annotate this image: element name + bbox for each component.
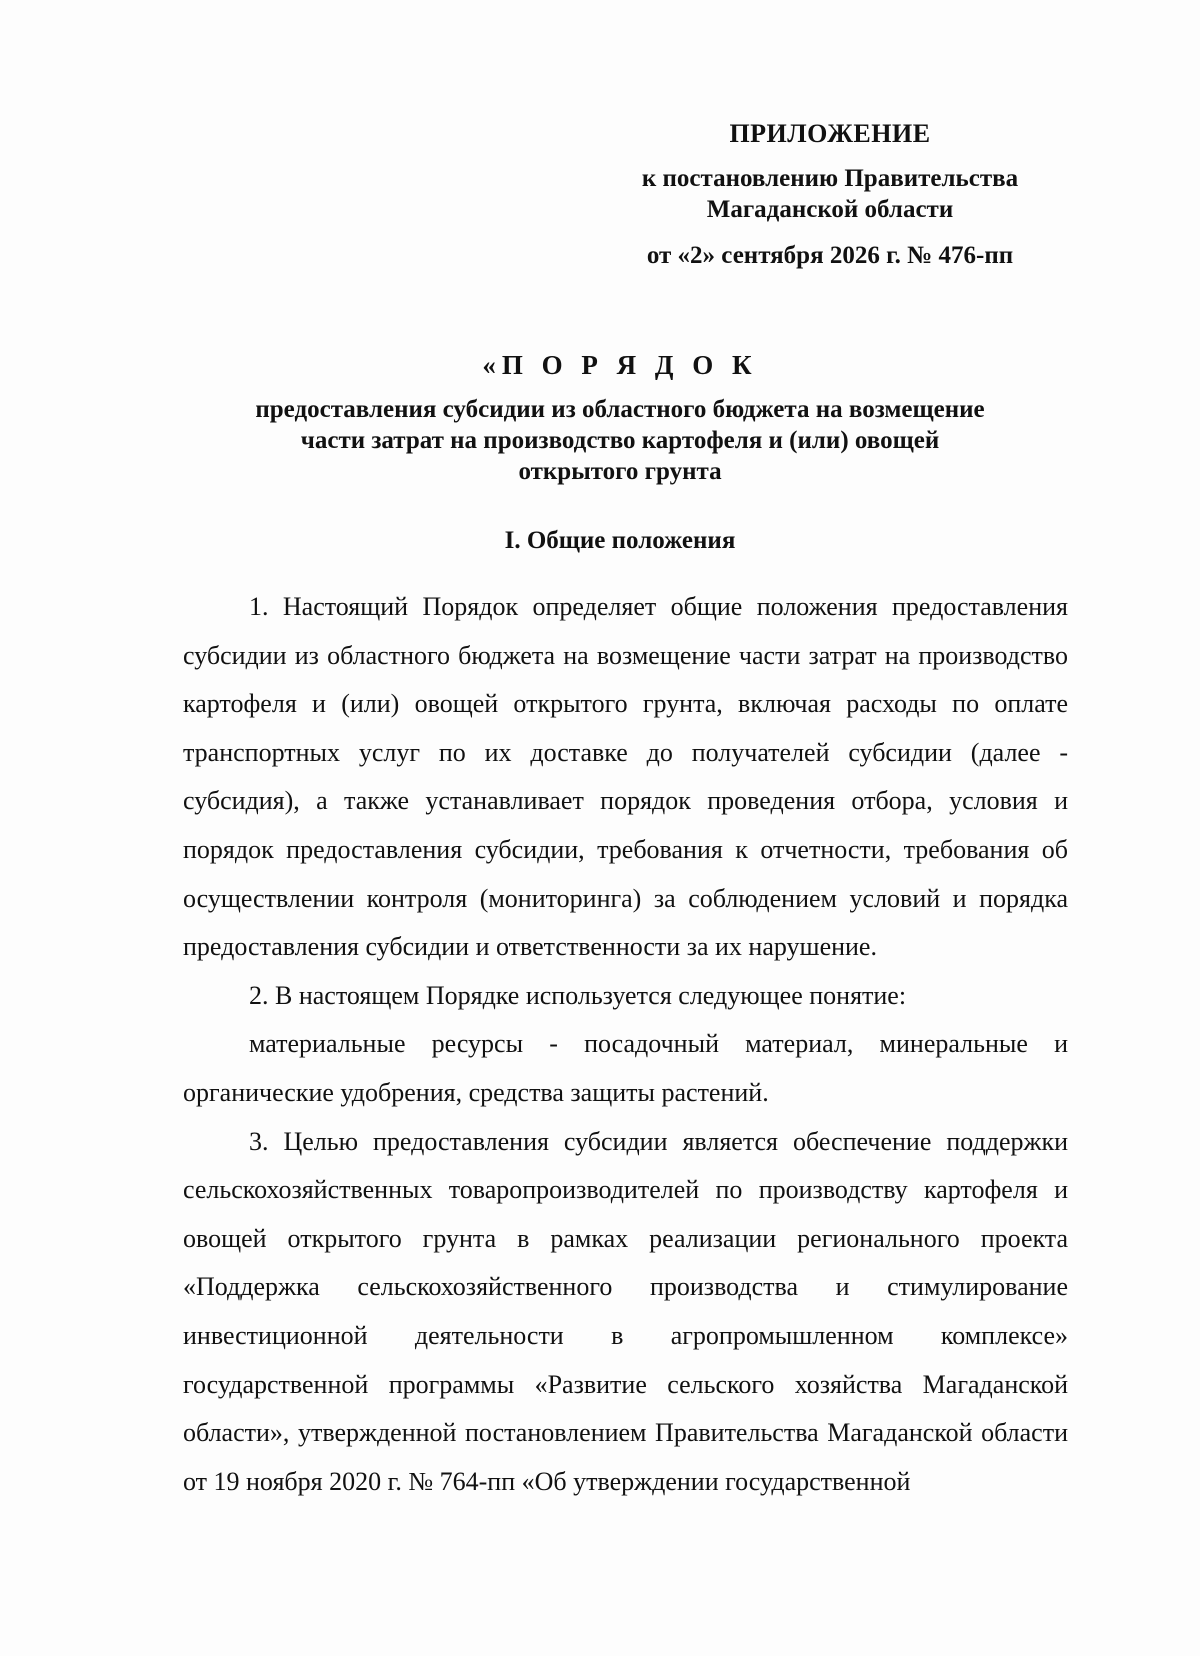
document-body [183,583,1068,1506]
document-subtitle-line-1: предоставления субсидии из областного бюджета на возмещение [255,396,985,423]
paragraph-2-definition: материальные ресурсы - посадочный материал, минеральные и органические удобрения, средства защиты растений. [183,1029,1068,1107]
paragraph-1: 1. Настоящий Порядок определяет общие положения предоставления субсидии из областного бюджета на возмещение части затрат на производство картофеля и (или) овощей открытого грунта, включая расходы по оплате транспортных услуг по их доставке до получателей субсидии (далее - субсидия), а также устанавливает порядок проведения отбора, условия и порядок предоставления субсидии, требования к отчетности, требования об осуществлении контроля (мониторинга) за соблюдением условий и порядка предоставления субсидии и ответственности за их нарушение. [183,592,1068,962]
document-subtitle-line-2: части затрат на производство картофеля и (или) овощей [300,427,940,454]
section-heading: I. Общие положения [504,527,736,554]
appendix-title: ПРИЛОЖЕНИЕ [729,119,931,148]
paragraph-2: 2. В настоящем Порядке используется следующее понятие: [249,980,907,1010]
document-subtitle-line-3: открытого грунта [518,458,722,485]
document-title: «П О Р Я Д О К [482,350,758,380]
appendix-date: от «2» сентября 2026 г. № 476-пп [646,242,1014,269]
appendix-reference [570,163,1090,225]
appendix-reference-line-1: к постановлению Правительства [641,165,1019,192]
document-subtitle [200,394,1040,487]
appendix-reference-line-2: Магаданской области [706,196,954,223]
paragraph-3: 3. Целью предоставления субсидии является обеспечение поддержки сельскохозяйственных товаропроизводителей по производству картофеля и овощей открытого грунта в рамках реализации регионального проекта «Поддержка сельскохозяйственного производства и стимулирование инвестиционной деятельности в агропромышленном комплексе» государственной программы «Развитие сельского хозяйства Магаданской области», утвержденной постановлением Правительства Магаданской области от 19 ноября 2020 г. № 764-пп «Об утверждении государственной [183,1126,1068,1496]
